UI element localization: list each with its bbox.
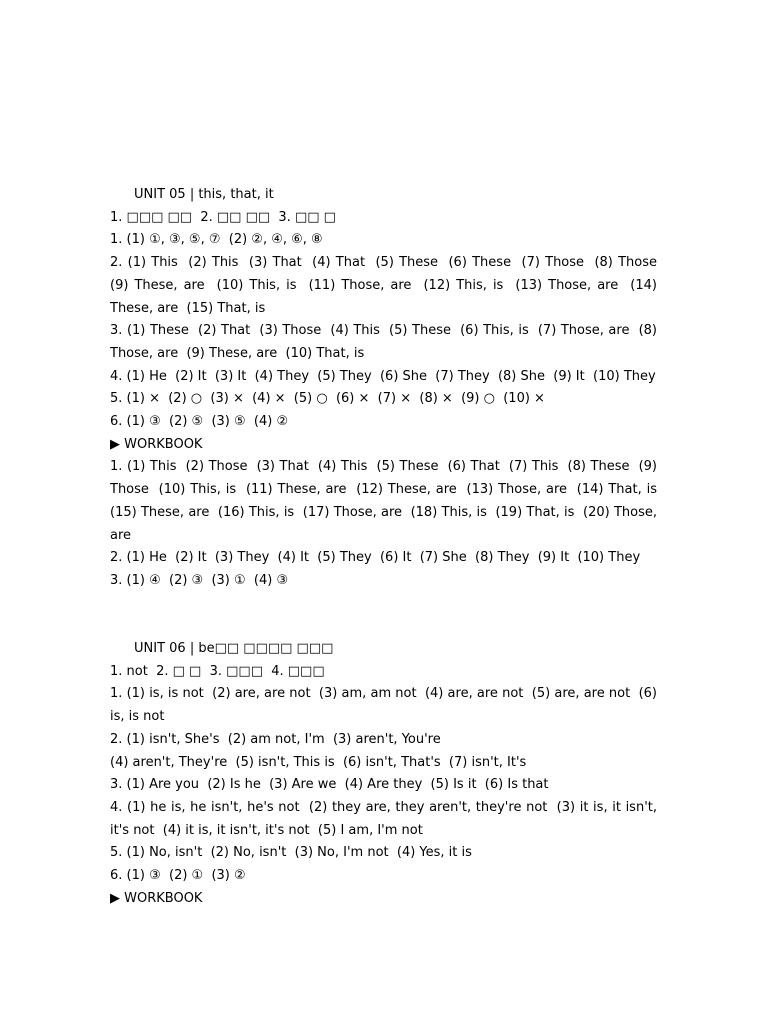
workbook-label: ▶ WORKBOOK	[110, 890, 203, 906]
answer-line: 1. not 2. □ □ 3. □□□ 4. □□□	[110, 663, 325, 679]
answer-line: 1. (1) This (2) Those (3) That (4) This (5) These (6) That (7) This (8) These (9) Those (10) This, is (11) These, are (12) These, are (13) Those, are (14) That, is (15) These, are (16) This, is (17) Those, are (18) This, is (19) That, is (20) Those, are	[110, 459, 666, 543]
unit-heading: UNIT 05 | this, that, it	[134, 187, 274, 202]
answer-line: 6. (1) ③ (2) ⑤ (3) ⑤ (4) ②	[110, 414, 289, 430]
unit-06-section	[110, 638, 662, 910]
unit-heading: UNIT 06 | be□□ □□□□ □□□	[134, 641, 334, 657]
answer-line: 4. (1) he is, he isn't, he's not (2) they are, they aren't, they're not (3) it is, it isn't, it's not (4) it is, it isn't, it's not (5) I am, I'm not	[110, 799, 662, 838]
workbook-label: ▶ WORKBOOK	[110, 436, 203, 452]
answer-line: 1. □□□ □□ 2. □□ □□ 3. □□ □	[110, 209, 336, 225]
answer-line: 3. (1) Are you (2) Is he (3) Are we (4) Are they (5) Is it (6) Is that	[110, 777, 549, 793]
answer-line: 3. (1) ④ (2) ③ (3) ① (4) ③	[110, 572, 289, 588]
answer-line: 2. (1) He (2) It (3) They (4) It (5) They (6) It (7) She (8) They (9) It (10) They	[110, 550, 641, 566]
answer-line: 4. (1) He (2) It (3) It (4) They (5) They (6) She (7) They (8) She (9) It (10) They	[110, 368, 656, 384]
unit-05-section	[110, 184, 666, 593]
answer-line: 1. (1) ①, ③, ⑤, ⑦ (2) ②, ④, ⑥, ⑧	[110, 232, 323, 248]
answer-line: 1. (1) is, is not (2) are, are not (3) am, am not (4) are, are not (5) are, are not (6) is, is not	[110, 686, 662, 725]
answer-line: 2. (1) This (2) This (3) That (4) That (5) These (6) These (7) Those (8) Those (9) These, are (10) This, is (11) Those, are (12) This, is (13) Those, are (14) These, are (15) That, is	[110, 255, 666, 316]
answer-line: 6. (1) ③ (2) ① (3) ②	[110, 868, 246, 884]
answer-line: 5. (1) × (2) ○ (3) × (4) × (5) ○ (6) × (7) × (8) × (9) ○ (10) ×	[110, 391, 545, 407]
answer-line: (4) aren't, They're (5) isn't, This is (6) isn't, That's (7) isn't, It's	[110, 754, 527, 770]
answer-line: 5. (1) No, isn't (2) No, isn't (3) No, I'm not (4) Yes, it is	[110, 845, 472, 861]
answer-line: 2. (1) isn't, She's (2) am not, I'm (3) aren't, You're	[110, 731, 441, 747]
answer-line: 3. (1) These (2) That (3) Those (4) This (5) These (6) This, is (7) Those, are (8) Those, are (9) These, are (10) That, is	[110, 323, 662, 361]
answer-key-page	[110, 184, 666, 910]
